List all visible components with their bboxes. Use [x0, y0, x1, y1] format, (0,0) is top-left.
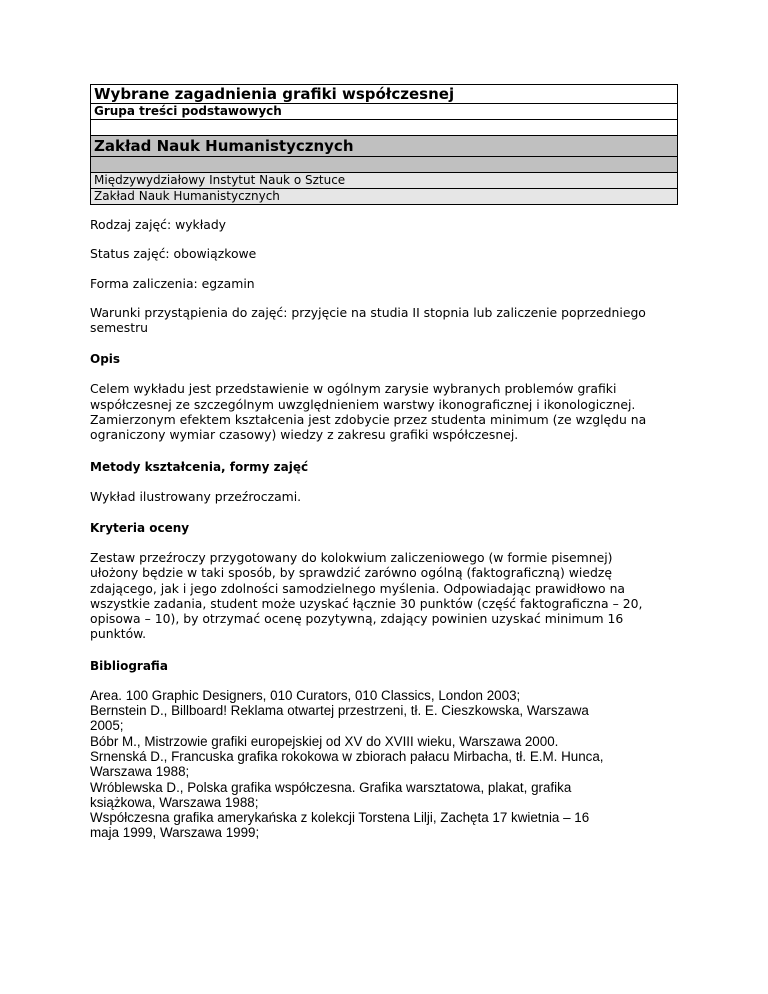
institute-name: Międzywydziałowy Instytut Nauk o Sztuce: [91, 173, 678, 189]
course-group: Grupa treści podstawowych: [91, 104, 678, 120]
document-page: [90, 84, 678, 841]
criteria-line: Zestaw przeźroczy przygotowany do kolokwium zaliczeniowego (w formie pisemnej): [90, 549, 613, 565]
description-line: Celem wykładu jest przedstawienie w ogólnym zarysie wybranych problemów grafiki: [90, 381, 617, 397]
bibliography-entry: Bernstein D., Billboard! Reklama otwartej przestrzeni, tł. E. Cieszkowska, Warszawa: [90, 703, 589, 719]
bibliography-entry: Area. 100 Graphic Designers, 010 Curators, 010 Classics, London 2003;: [90, 687, 521, 703]
assessment-form: Forma zaliczenia: egzamin: [90, 275, 255, 291]
bibliography-entry: 2005;: [90, 718, 124, 734]
unit-name: Zakład Nauk Humanistycznych: [91, 189, 678, 205]
title-row: [91, 85, 678, 104]
criteria-line: opisowa – 10), by otrzymać ocenę pozytywną, zdający powinien uzyskać minimum 16: [90, 611, 624, 627]
criteria-line: zdającego, jak i jego zdolności samodzielnego myślenia. Odpowiadając prawidłowo na: [90, 580, 626, 596]
gray-spacer-row: [91, 157, 678, 173]
class-type: Rodzaj zajęć: wykłady: [90, 217, 227, 232]
department-name: Zakład Nauk Humanistycznych: [91, 136, 678, 157]
criteria-heading: Kryteria oceny: [90, 520, 190, 535]
description-line: współczesnej ze szczególnym uwzględnieniem warstwy ikonograficznej i ikonologicznej.: [90, 396, 636, 412]
prerequisites-line: Warunki przystąpienia do zajęć: przyjęcie na studia II stopnia lub zaliczenie poprzedniego: [90, 304, 646, 320]
prerequisites: [90, 305, 678, 336]
description-heading: Opis: [90, 352, 121, 367]
course-header-table: [90, 84, 678, 205]
department-row: [91, 136, 678, 157]
description-text: [90, 381, 678, 442]
description-line: Zamierzonym efektem kształcenia jest zdobycie przez studenta minimum (ze względu na: [90, 412, 647, 428]
unit-row: [91, 189, 678, 205]
bibliography-entry: Współczesna grafika amerykańska z kolekcji Torstena Lilji, Zachęta 17 kwietnia – 16: [90, 810, 590, 826]
empty-row: [91, 120, 678, 136]
bibliography-entry: Wróblewska D., Polska grafika współczesna. Grafika warsztatowa, plakat, grafika: [90, 779, 572, 795]
gray-spacer-cell: [91, 157, 678, 173]
bibliography-entry: maja 1999, Warszawa 1999;: [90, 825, 260, 841]
institute-row: [91, 173, 678, 189]
bibliography-entry: Bóbr M., Mistrzowie grafiki europejskiej od XV do XVIII wieku, Warszawa 2000.: [90, 733, 559, 749]
criteria-line: wszystkie zadania, student może uzyskać łącznie 30 punktów (część faktograficzna – 20,: [90, 595, 643, 611]
course-title: Wybrane zagadnienia grafiki współczesnej: [91, 85, 678, 104]
bibliography-entry: książkowa, Warszawa 1988;: [90, 794, 259, 810]
criteria-line: ułożony będzie w taki sposób, by sprawdzić zarówno ogólną (faktograficzną) wiedzę: [90, 565, 612, 581]
bibliography-entry: Srnenská D., Francuska grafika rokokowa w zbiorach pałacu Mirbacha, tł. E.M. Hunca,: [90, 748, 604, 764]
class-status: Status zajęć: obowiązkowe: [90, 246, 257, 262]
methods-text: Wykład ilustrowany przeźroczami.: [90, 488, 302, 504]
bibliography-list: [90, 688, 678, 841]
prerequisites-line: semestru: [90, 320, 149, 336]
empty-cell: [91, 120, 678, 136]
methods-heading: Metody kształcenia, formy zajęć: [90, 459, 309, 474]
group-row: [91, 104, 678, 120]
criteria-line: punktów.: [90, 626, 147, 642]
description-line: ograniczony wymiar czasowy) wiedzy z zakresu grafiki współczesnej.: [90, 427, 519, 443]
criteria-text: [90, 550, 678, 642]
bibliography-entry: Warszawa 1988;: [90, 764, 190, 780]
bibliography-heading: Bibliografia: [90, 658, 168, 673]
